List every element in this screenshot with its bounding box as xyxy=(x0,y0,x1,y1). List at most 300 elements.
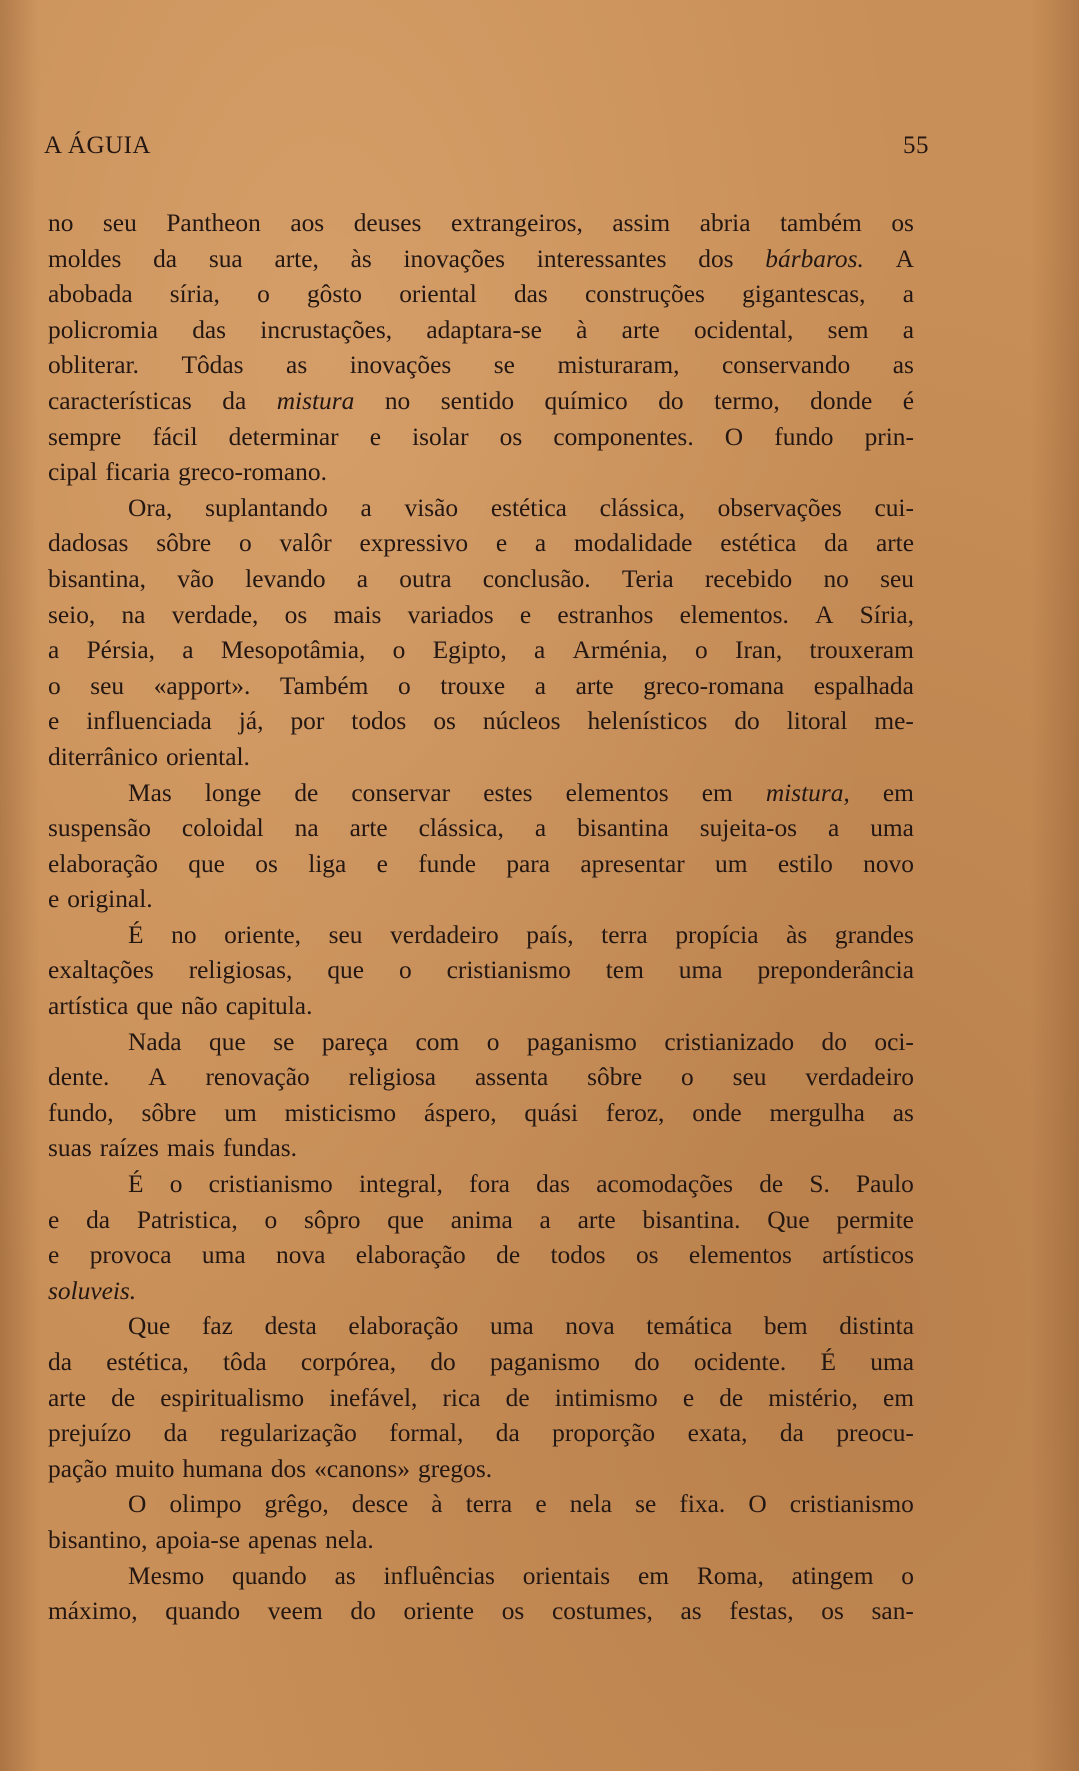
text-line xyxy=(48,1025,914,1061)
word: desce xyxy=(351,1490,409,1519)
word: a xyxy=(534,671,546,700)
word: oriental. xyxy=(165,742,250,771)
word: apresentar xyxy=(580,849,685,878)
word: se xyxy=(273,1027,295,1056)
word: de xyxy=(496,1241,521,1270)
word: clássica, xyxy=(599,493,685,522)
word: gregos. xyxy=(418,1454,493,1483)
word: cristianismo xyxy=(446,956,571,985)
word: diterrânico xyxy=(48,742,158,771)
word: pação xyxy=(48,1454,108,1483)
word: integral, xyxy=(358,1170,443,1199)
word: no xyxy=(384,386,411,415)
word: os xyxy=(255,849,278,878)
word: vão xyxy=(177,564,214,593)
text-line xyxy=(48,847,914,883)
word: tem xyxy=(605,956,644,985)
word: uma xyxy=(678,956,723,985)
word: no xyxy=(823,564,849,593)
word: inefável, xyxy=(329,1383,418,1412)
text-line xyxy=(48,1203,914,1239)
word: preponderância xyxy=(757,956,914,985)
word: feroz, xyxy=(605,1098,665,1127)
word: aos xyxy=(290,209,325,237)
word: áspero, xyxy=(423,1098,497,1127)
word: que xyxy=(327,956,365,985)
word: anima xyxy=(450,1205,513,1234)
word: elementos xyxy=(688,1241,792,1270)
italic-word: mistura xyxy=(276,386,355,415)
word: não xyxy=(181,992,218,1021)
word: adaptara-se xyxy=(426,315,542,344)
word: os xyxy=(501,1597,525,1626)
word: as xyxy=(334,1561,356,1590)
word: dadosas xyxy=(48,529,129,558)
word: o xyxy=(486,1027,500,1056)
word: misturaram, xyxy=(557,351,680,380)
word: um xyxy=(224,1098,257,1127)
text-line xyxy=(48,1060,914,1096)
word: apenas xyxy=(248,1525,318,1554)
word: gigantescas, xyxy=(742,280,866,309)
word: Teria xyxy=(621,564,674,593)
italic-word: mistura, xyxy=(765,778,850,807)
word: os xyxy=(821,1597,844,1626)
word: conclusão. xyxy=(482,564,591,593)
word: grêgo, xyxy=(264,1490,329,1519)
word: Síria, xyxy=(859,600,914,629)
word: «apport». xyxy=(153,671,251,700)
word: a xyxy=(827,814,840,843)
word: arte xyxy=(621,315,660,344)
word: síria, xyxy=(169,280,220,309)
word: arte xyxy=(48,1383,87,1412)
word: estes xyxy=(483,778,533,807)
word: Ora, xyxy=(128,493,173,522)
word: misticismo xyxy=(284,1098,397,1127)
word: espiritualismo xyxy=(160,1383,305,1412)
word: mais xyxy=(333,600,382,629)
word: cristianismo xyxy=(789,1490,914,1519)
word: seu xyxy=(732,1063,767,1092)
word: sem xyxy=(827,315,869,344)
word: da xyxy=(779,1419,804,1448)
word: os xyxy=(891,209,914,237)
word: policromia xyxy=(48,315,158,344)
word: cristianismo xyxy=(208,1170,333,1199)
word: a xyxy=(534,529,547,558)
word: Arménia, xyxy=(572,636,668,665)
word: já, xyxy=(238,707,264,736)
word: visão xyxy=(404,493,459,522)
word: para xyxy=(506,849,551,878)
word: a xyxy=(182,636,194,665)
text-line xyxy=(48,1167,914,1203)
word: funde xyxy=(418,849,477,878)
word: elementos xyxy=(565,778,669,807)
text-line xyxy=(48,1487,914,1523)
word: determinar xyxy=(228,422,339,451)
word: que xyxy=(209,1027,246,1056)
word: faz xyxy=(201,1312,233,1341)
text-line xyxy=(48,1309,914,1345)
word: É xyxy=(820,1348,836,1376)
text-line xyxy=(48,633,914,669)
word: estranhos xyxy=(557,600,654,629)
word: expressivo xyxy=(359,529,469,558)
text-line xyxy=(48,242,914,278)
word: Patristica, xyxy=(136,1205,238,1234)
text-line xyxy=(48,811,914,847)
word: A xyxy=(148,1063,167,1092)
text-line xyxy=(48,704,914,740)
text-line xyxy=(48,740,914,776)
word: o xyxy=(238,529,252,558)
text-line xyxy=(48,598,914,634)
word: Tôdas xyxy=(181,351,244,380)
word: um xyxy=(715,849,748,878)
text-line xyxy=(48,562,914,598)
word: elementos. xyxy=(679,600,789,629)
word: Egipto, xyxy=(432,636,507,665)
word: os xyxy=(499,422,523,451)
word: da xyxy=(153,244,178,273)
word: e xyxy=(48,1205,60,1234)
word: estética xyxy=(490,493,567,522)
word: de xyxy=(719,1383,744,1412)
word: arte xyxy=(575,671,614,700)
word: san- xyxy=(871,1597,914,1626)
word: Que xyxy=(128,1312,171,1341)
word: uma xyxy=(201,1241,246,1270)
word: interessantes xyxy=(536,244,667,273)
word: a xyxy=(534,814,547,843)
word: recebido xyxy=(704,564,793,593)
word: orientais xyxy=(522,1561,611,1590)
word: moldes xyxy=(48,244,122,273)
italic-word: bárbaros. xyxy=(765,244,864,273)
word: O xyxy=(724,422,744,451)
word: às xyxy=(350,244,372,273)
word: o xyxy=(397,671,411,700)
word: arte, xyxy=(274,244,319,273)
word: clássica, xyxy=(418,814,504,843)
word: fora xyxy=(469,1170,510,1199)
word: intimismo xyxy=(554,1383,658,1412)
word: provoca xyxy=(89,1241,172,1270)
word: festas, xyxy=(729,1597,794,1626)
word: componentes. xyxy=(553,422,694,451)
word: trouxe xyxy=(440,671,506,700)
word: litoral xyxy=(786,707,848,736)
text-line xyxy=(48,1345,914,1381)
word: propícia xyxy=(675,920,759,949)
word: do xyxy=(658,386,684,415)
word: cui- xyxy=(874,493,914,522)
word: à xyxy=(431,1490,443,1519)
word: acomodações xyxy=(596,1170,733,1199)
word: se xyxy=(493,351,515,380)
word: uma xyxy=(870,814,914,843)
word: A xyxy=(895,244,914,273)
text-line xyxy=(48,776,914,812)
word: fácil xyxy=(152,422,198,451)
word: prejuízo xyxy=(48,1419,132,1448)
word: de xyxy=(294,778,319,807)
word: prin- xyxy=(864,422,914,451)
word: elaboração xyxy=(48,849,158,878)
word: ocidental, xyxy=(693,315,794,344)
word: pareça xyxy=(321,1027,389,1056)
word: o xyxy=(48,671,61,700)
word: desta xyxy=(264,1312,317,1341)
text-line xyxy=(48,455,914,491)
word: mistério, xyxy=(768,1383,858,1412)
word: sôbre xyxy=(587,1063,643,1092)
word: seu xyxy=(328,920,363,949)
word: helenísticos xyxy=(587,707,708,736)
word: bisantino, xyxy=(48,1525,148,1554)
text-line xyxy=(48,918,914,954)
word: que xyxy=(387,1205,424,1234)
word: greco-romana xyxy=(643,671,785,700)
word: inovações xyxy=(349,351,452,380)
word: as xyxy=(892,1098,914,1127)
word: ficaria xyxy=(105,458,171,487)
word: no xyxy=(171,920,197,949)
word: É xyxy=(128,920,144,949)
word: assenta xyxy=(474,1063,549,1092)
word: oriente xyxy=(403,1597,474,1626)
word: abobada xyxy=(48,280,133,309)
word: estilo xyxy=(777,849,833,878)
word: Iran, xyxy=(735,636,783,665)
word: e xyxy=(535,1490,547,1519)
word: na xyxy=(121,600,146,629)
word: influências xyxy=(383,1561,495,1590)
word: muito xyxy=(115,1454,175,1483)
word: à xyxy=(576,315,588,344)
word: capitula. xyxy=(225,992,313,1021)
word: do xyxy=(430,1348,456,1376)
word: o xyxy=(169,1170,183,1199)
word: sentido xyxy=(440,386,515,415)
word: o xyxy=(257,280,270,309)
word: da xyxy=(48,1348,72,1376)
text-line xyxy=(48,882,914,918)
page-number: 55 xyxy=(903,132,929,159)
word: sôbre xyxy=(156,529,212,558)
word: em xyxy=(882,1383,914,1412)
word: S. xyxy=(809,1170,830,1199)
text-line xyxy=(48,1274,914,1310)
word: abria xyxy=(699,209,751,237)
word: raízes xyxy=(99,1134,159,1163)
word: quando xyxy=(232,1561,307,1590)
word: arte xyxy=(875,529,914,558)
word: a xyxy=(902,280,914,309)
word: às xyxy=(786,920,808,949)
word: construções xyxy=(585,280,705,309)
word: exaltações xyxy=(48,956,154,985)
word: fundas. xyxy=(222,1134,297,1163)
word: núcleos xyxy=(482,707,561,736)
word: assim xyxy=(612,209,671,237)
word: cristianizado xyxy=(664,1027,795,1056)
word: levando xyxy=(245,564,326,593)
italic-word: soluveis. xyxy=(48,1276,137,1305)
word: do xyxy=(350,1597,376,1626)
text-line xyxy=(48,1381,914,1417)
word: temática xyxy=(646,1312,733,1341)
word: o xyxy=(681,1063,694,1092)
word: variados xyxy=(407,600,494,629)
word: nova xyxy=(565,1312,615,1341)
word: atingem xyxy=(791,1561,874,1590)
word: as xyxy=(680,1597,702,1626)
word: sempre xyxy=(48,422,122,451)
word: da xyxy=(824,529,849,558)
word: suas xyxy=(48,1134,92,1163)
word: liga xyxy=(308,849,347,878)
text-line xyxy=(48,1594,914,1630)
word: humana xyxy=(182,1454,263,1483)
word: Nada xyxy=(128,1027,182,1056)
word: com xyxy=(415,1027,460,1056)
word: por xyxy=(290,707,325,736)
word: rica xyxy=(442,1383,481,1412)
word: modalidade xyxy=(574,529,693,558)
word: se xyxy=(635,1490,657,1519)
word: extrangeiros, xyxy=(450,209,583,237)
word: que xyxy=(136,992,174,1021)
word: tôda xyxy=(222,1348,267,1376)
word: todos xyxy=(351,707,407,736)
word: coloidal xyxy=(181,814,264,843)
word: Que xyxy=(767,1205,810,1234)
word: do xyxy=(821,1027,847,1056)
word: proporção xyxy=(552,1419,656,1448)
word: bisantina xyxy=(577,814,669,843)
word: oriental xyxy=(399,280,477,309)
text-line xyxy=(48,277,914,313)
word: novo xyxy=(863,849,914,878)
word: que xyxy=(188,849,225,878)
word: e xyxy=(682,1383,695,1412)
word: sua xyxy=(208,244,243,273)
word: estética xyxy=(720,529,797,558)
word: conservando xyxy=(721,351,851,380)
word: os xyxy=(433,707,456,736)
word: o xyxy=(901,1561,914,1590)
word: formal, xyxy=(389,1419,464,1448)
word: Paulo xyxy=(856,1170,914,1199)
word: influenciada xyxy=(86,707,212,736)
word: original. xyxy=(67,885,153,914)
word: características xyxy=(48,386,192,415)
word: outra xyxy=(399,564,452,593)
word: a xyxy=(902,315,914,344)
word: também xyxy=(780,209,862,237)
word: cipal xyxy=(48,458,98,487)
word: O xyxy=(128,1490,147,1519)
word: oriente, xyxy=(224,920,301,949)
word: bisantina, xyxy=(48,564,147,593)
word: valôr xyxy=(279,529,332,558)
text-line xyxy=(48,1238,914,1274)
word: mergulha xyxy=(769,1098,865,1127)
word: Roma, xyxy=(696,1561,764,1590)
page-header xyxy=(44,132,929,168)
word: A xyxy=(815,600,834,629)
word: em xyxy=(882,778,914,807)
word: a xyxy=(48,636,60,665)
word: e xyxy=(519,600,532,629)
word: as xyxy=(892,351,914,380)
text-line xyxy=(48,384,914,420)
word: bisantina. xyxy=(642,1205,741,1234)
text-line xyxy=(48,348,914,384)
word: suplantando xyxy=(205,493,328,522)
word: os xyxy=(284,600,308,629)
word: veem xyxy=(267,1597,323,1626)
word: elaboração xyxy=(355,1241,466,1270)
word: preocu- xyxy=(836,1419,914,1448)
word: seu xyxy=(102,209,137,237)
word: seio, xyxy=(48,600,96,629)
word: a xyxy=(356,564,369,593)
word: O xyxy=(748,1490,767,1519)
word: da xyxy=(86,1205,111,1234)
word: espalhada xyxy=(813,671,914,700)
word: Mesopotâmia, xyxy=(220,636,366,665)
word: religiosa xyxy=(348,1063,437,1092)
word: e xyxy=(48,1241,60,1270)
word: dos xyxy=(270,1454,307,1483)
text-line xyxy=(48,1452,914,1488)
text-line xyxy=(48,206,914,242)
word: da xyxy=(163,1419,188,1448)
word: o xyxy=(695,636,708,665)
text-line xyxy=(48,313,914,349)
word: me- xyxy=(874,707,914,736)
word: corpórea, xyxy=(300,1348,397,1376)
word: de xyxy=(505,1383,530,1412)
word: onde xyxy=(692,1098,742,1127)
word: terra xyxy=(601,920,648,949)
word: artísticos xyxy=(822,1241,914,1270)
word: verdade, xyxy=(171,600,259,629)
word: da xyxy=(495,1419,520,1448)
word: das xyxy=(513,280,548,309)
word: químico xyxy=(544,386,628,415)
word: e xyxy=(495,529,508,558)
word: de xyxy=(759,1170,784,1199)
word: distinta xyxy=(839,1312,914,1341)
word: quando xyxy=(165,1597,241,1626)
word: mais xyxy=(166,1134,215,1163)
text-line xyxy=(48,526,914,562)
word: sôpro xyxy=(303,1205,361,1234)
word: no xyxy=(48,209,74,237)
word: paganismo xyxy=(526,1027,637,1056)
word: termo, xyxy=(714,386,780,415)
word: observações xyxy=(717,493,842,522)
word: país, xyxy=(526,920,574,949)
word: fundo, xyxy=(48,1098,114,1127)
word: inovações xyxy=(403,244,506,273)
word: renovação xyxy=(205,1063,310,1092)
